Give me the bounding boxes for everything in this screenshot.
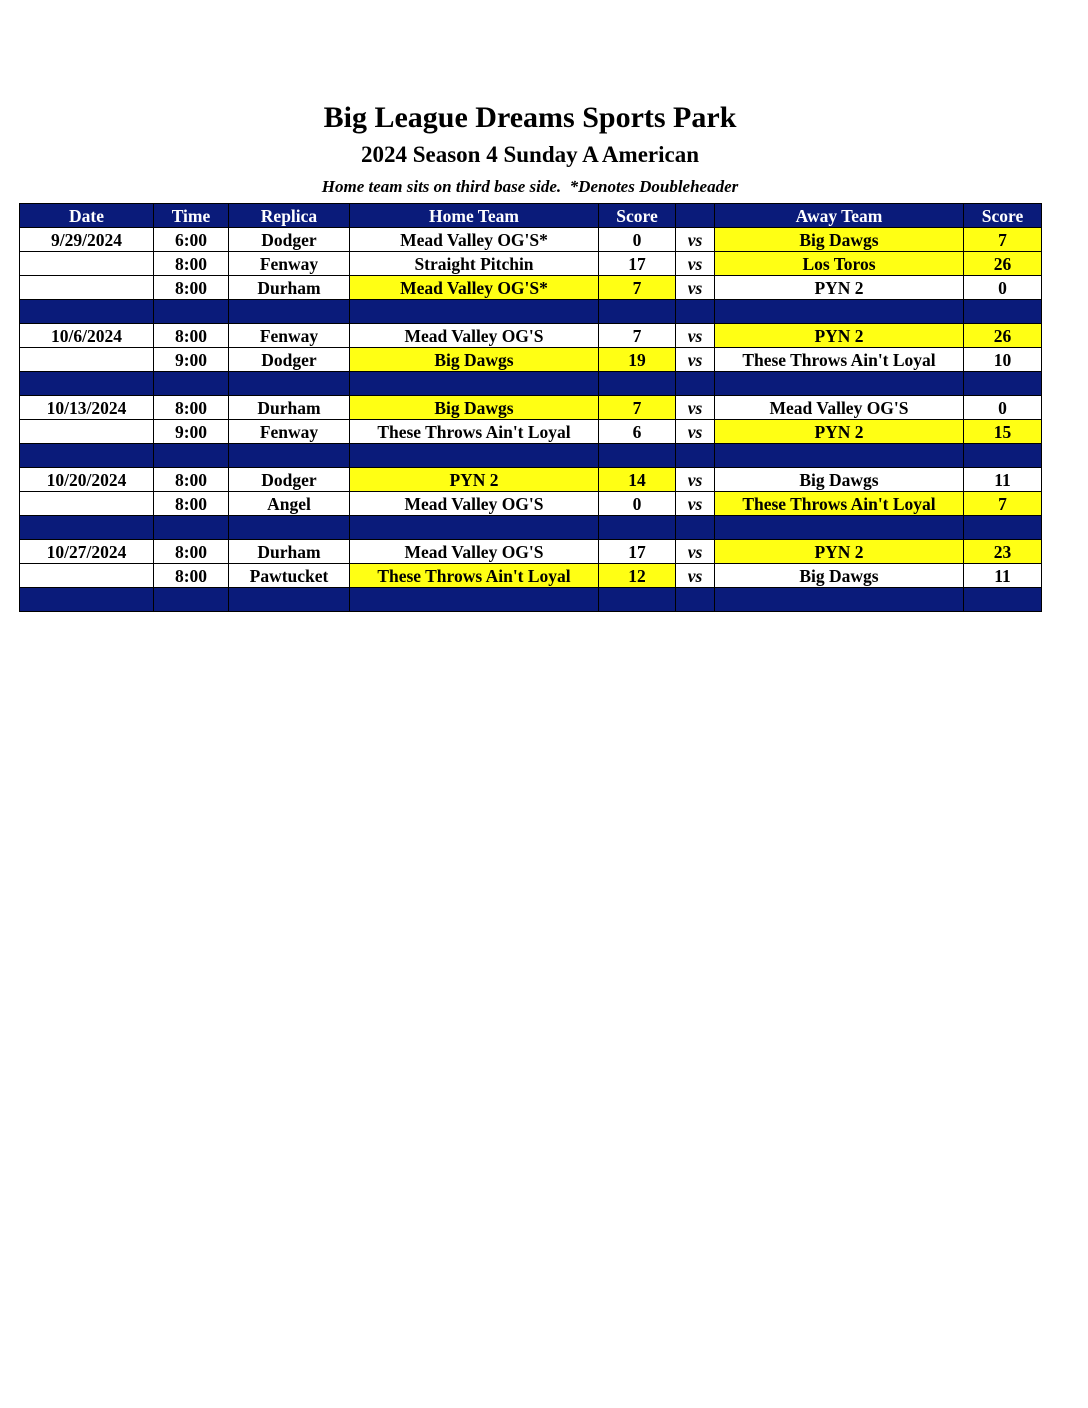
separator-cell [964, 444, 1042, 468]
home-score: 7 [599, 396, 676, 420]
vs-label: vs [676, 540, 715, 564]
home-score: 17 [599, 540, 676, 564]
separator-cell [154, 300, 229, 324]
away-team: These Throws Ain't Loyal [715, 348, 964, 372]
home-score: 7 [599, 276, 676, 300]
game-replica: Dodger [229, 348, 350, 372]
column-header-away-score: Score [964, 204, 1042, 228]
column-header-home-team: Home Team [350, 204, 599, 228]
vs-label: vs [676, 492, 715, 516]
vs-label: vs [676, 420, 715, 444]
home-team: Mead Valley OG'S [350, 540, 599, 564]
away-team: Mead Valley OG'S [715, 396, 964, 420]
home-score: 0 [599, 228, 676, 252]
game-replica: Durham [229, 396, 350, 420]
game-time: 8:00 [154, 276, 229, 300]
separator-cell [350, 372, 599, 396]
home-score: 12 [599, 564, 676, 588]
separator-cell [599, 588, 676, 612]
home-score: 0 [599, 492, 676, 516]
separator-cell [154, 372, 229, 396]
game-row [20, 276, 1042, 300]
separator-cell [676, 444, 715, 468]
home-team: Mead Valley OG'S* [350, 276, 599, 300]
separator-cell [964, 588, 1042, 612]
game-time: 9:00 [154, 420, 229, 444]
separator-cell [715, 444, 964, 468]
game-row [20, 468, 1042, 492]
game-replica: Dodger [229, 468, 350, 492]
away-score: 11 [964, 564, 1042, 588]
game-time: 8:00 [154, 252, 229, 276]
game-date [20, 276, 154, 300]
away-score: 10 [964, 348, 1042, 372]
game-time: 8:00 [154, 468, 229, 492]
separator-cell [20, 300, 154, 324]
game-time: 8:00 [154, 492, 229, 516]
separator-row [20, 588, 1042, 612]
schedule-body [20, 228, 1042, 612]
home-score: 19 [599, 348, 676, 372]
separator-cell [599, 444, 676, 468]
away-team: Los Toros [715, 252, 964, 276]
game-replica: Durham [229, 276, 350, 300]
game-replica: Angel [229, 492, 350, 516]
vs-label: vs [676, 396, 715, 420]
game-date: 10/13/2024 [20, 396, 154, 420]
game-row [20, 324, 1042, 348]
vs-label: vs [676, 468, 715, 492]
game-row [20, 420, 1042, 444]
game-row [20, 228, 1042, 252]
away-team: PYN 2 [715, 276, 964, 300]
game-time: 8:00 [154, 564, 229, 588]
separator-cell [229, 516, 350, 540]
column-header-vs [676, 204, 715, 228]
game-date [20, 252, 154, 276]
game-replica: Fenway [229, 420, 350, 444]
column-header-home-score: Score [599, 204, 676, 228]
home-score: 14 [599, 468, 676, 492]
game-date: 10/27/2024 [20, 540, 154, 564]
home-score: 17 [599, 252, 676, 276]
game-row [20, 492, 1042, 516]
game-time: 8:00 [154, 540, 229, 564]
away-team: PYN 2 [715, 540, 964, 564]
separator-cell [715, 516, 964, 540]
game-time: 9:00 [154, 348, 229, 372]
game-time: 6:00 [154, 228, 229, 252]
vs-label: vs [676, 564, 715, 588]
separator-cell [20, 516, 154, 540]
separator-cell [964, 300, 1042, 324]
game-replica: Pawtucket [229, 564, 350, 588]
game-time: 8:00 [154, 396, 229, 420]
away-team: PYN 2 [715, 324, 964, 348]
away-score: 23 [964, 540, 1042, 564]
separator-cell [599, 300, 676, 324]
separator-cell [20, 588, 154, 612]
column-header-replica: Replica [229, 204, 350, 228]
separator-row [20, 516, 1042, 540]
separator-row [20, 300, 1042, 324]
game-date [20, 564, 154, 588]
vs-label: vs [676, 324, 715, 348]
game-replica: Fenway [229, 324, 350, 348]
separator-cell [154, 588, 229, 612]
separator-cell [20, 444, 154, 468]
away-score: 26 [964, 324, 1042, 348]
away-score: 7 [964, 492, 1042, 516]
game-date: 10/6/2024 [20, 324, 154, 348]
game-time: 8:00 [154, 324, 229, 348]
schedule-table [19, 203, 1042, 612]
game-date: 10/20/2024 [20, 468, 154, 492]
game-replica: Dodger [229, 228, 350, 252]
vs-label: vs [676, 348, 715, 372]
home-team: These Throws Ain't Loyal [350, 420, 599, 444]
separator-cell [350, 300, 599, 324]
home-team: Big Dawgs [350, 396, 599, 420]
separator-cell [676, 372, 715, 396]
separator-cell [350, 588, 599, 612]
home-team: Mead Valley OG'S [350, 492, 599, 516]
game-date [20, 348, 154, 372]
column-header-away-team: Away Team [715, 204, 964, 228]
away-team: Big Dawgs [715, 564, 964, 588]
separator-row [20, 372, 1042, 396]
away-score: 15 [964, 420, 1042, 444]
away-score: 7 [964, 228, 1042, 252]
separator-cell [715, 372, 964, 396]
away-score: 11 [964, 468, 1042, 492]
away-team: Big Dawgs [715, 468, 964, 492]
separator-cell [676, 300, 715, 324]
home-team: Mead Valley OG'S* [350, 228, 599, 252]
away-score: 26 [964, 252, 1042, 276]
separator-cell [599, 516, 676, 540]
game-replica: Fenway [229, 252, 350, 276]
column-header-time: Time [154, 204, 229, 228]
page-title: Big League Dreams Sports Park [323, 101, 737, 134]
away-score: 0 [964, 396, 1042, 420]
separator-cell [715, 588, 964, 612]
separator-cell [229, 372, 350, 396]
separator-cell [964, 372, 1042, 396]
away-score: 0 [964, 276, 1042, 300]
page-subtitle: 2024 Season 4 Sunday A American [360, 142, 700, 167]
home-team: Straight Pitchin [350, 252, 599, 276]
game-row [20, 540, 1042, 564]
game-row [20, 396, 1042, 420]
game-row [20, 348, 1042, 372]
table-header-row [20, 204, 1042, 228]
separator-cell [350, 444, 599, 468]
home-team: PYN 2 [350, 468, 599, 492]
column-header-date: Date [20, 204, 154, 228]
separator-row [20, 444, 1042, 468]
separator-cell [599, 372, 676, 396]
away-team: Big Dawgs [715, 228, 964, 252]
vs-label: vs [676, 252, 715, 276]
separator-cell [229, 300, 350, 324]
game-date [20, 492, 154, 516]
away-team: PYN 2 [715, 420, 964, 444]
game-row [20, 564, 1042, 588]
separator-cell [350, 516, 599, 540]
schedule-note: Home team sits on third base side. *Denotes Doubleheader [321, 177, 739, 196]
game-row [20, 252, 1042, 276]
separator-cell [154, 516, 229, 540]
game-replica: Durham [229, 540, 350, 564]
separator-cell [964, 516, 1042, 540]
separator-cell [229, 444, 350, 468]
game-date [20, 420, 154, 444]
vs-label: vs [676, 276, 715, 300]
away-team: These Throws Ain't Loyal [715, 492, 964, 516]
separator-cell [20, 372, 154, 396]
separator-cell [676, 516, 715, 540]
separator-cell [154, 444, 229, 468]
home-team: Mead Valley OG'S [350, 324, 599, 348]
home-team: Big Dawgs [350, 348, 599, 372]
home-team: These Throws Ain't Loyal [350, 564, 599, 588]
separator-cell [676, 588, 715, 612]
game-date: 9/29/2024 [20, 228, 154, 252]
vs-label: vs [676, 228, 715, 252]
separator-cell [229, 588, 350, 612]
home-score: 6 [599, 420, 676, 444]
separator-cell [715, 300, 964, 324]
home-score: 7 [599, 324, 676, 348]
